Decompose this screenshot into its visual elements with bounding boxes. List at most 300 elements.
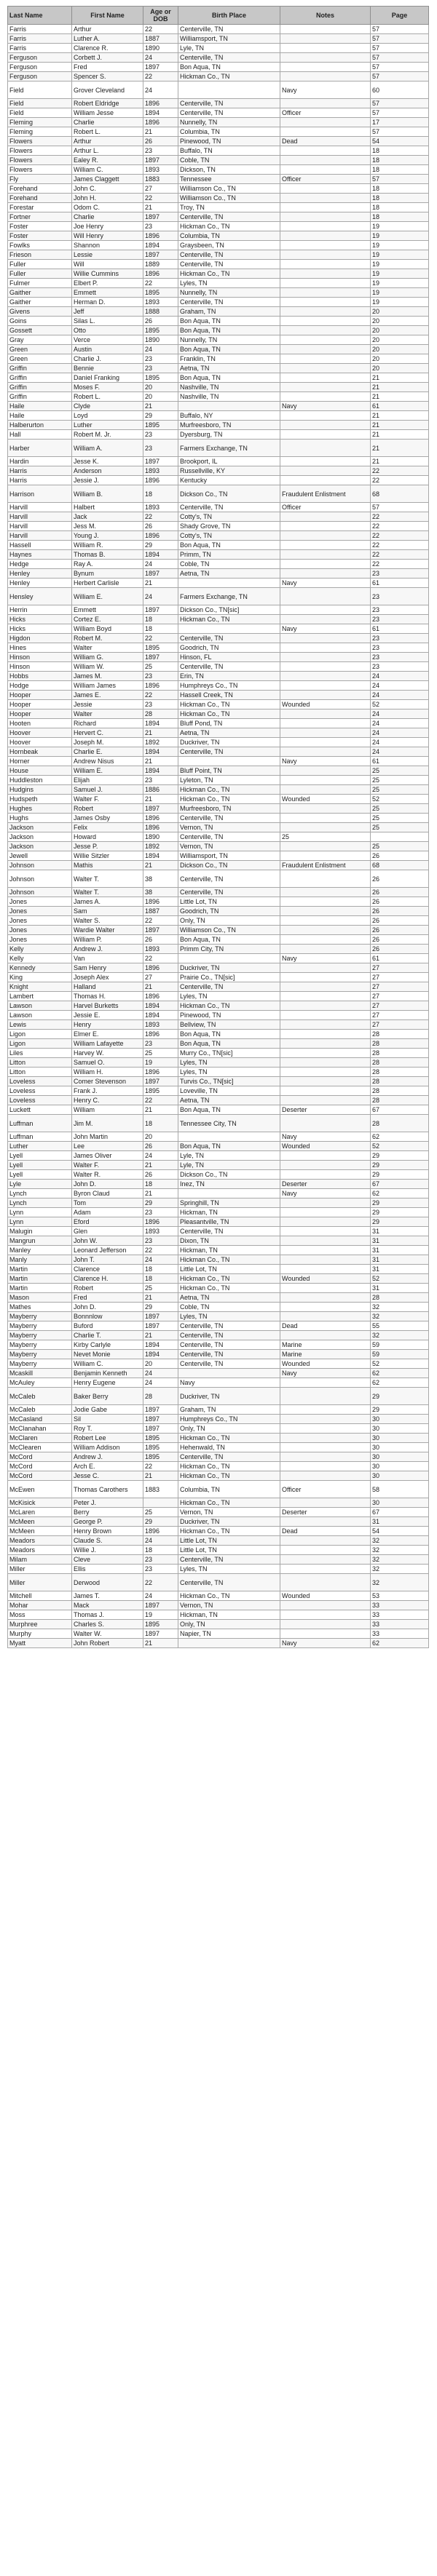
cell-first-name: Jessie E.: [72, 1011, 143, 1020]
cell-age-dob: 1896: [143, 531, 178, 541]
cell-first-name: Silas L.: [72, 317, 143, 326]
cell-birth-place: Centerville, TN: [178, 888, 280, 897]
cell-page: 24: [371, 738, 429, 747]
cell-last-name: King: [8, 973, 72, 982]
cell-last-name: Malugin: [8, 1227, 72, 1236]
cell-age-dob: 38: [143, 888, 178, 897]
table-row: [8, 1434, 429, 1443]
cell-notes: [280, 1020, 371, 1030]
cell-last-name: Lynn: [8, 1217, 72, 1227]
cell-page: 20: [371, 354, 429, 364]
cell-notes: [280, 823, 371, 832]
cell-last-name: Lewis: [8, 1020, 72, 1030]
cell-birth-place: Dyersburg, TN: [178, 430, 280, 440]
cell-notes: [280, 279, 371, 288]
cell-age-dob: 1894: [143, 766, 178, 776]
cell-notes: [280, 963, 371, 973]
table-row: [8, 851, 429, 861]
cell-page: 62: [371, 1378, 429, 1388]
cell-page: 23: [371, 605, 429, 615]
cell-last-name: Givens: [8, 307, 72, 317]
cell-last-name: Hoover: [8, 738, 72, 747]
table-row: [8, 1161, 429, 1170]
table-row: [8, 522, 429, 531]
table-row: [8, 832, 429, 842]
cell-page: 27: [371, 1001, 429, 1011]
cell-last-name: McCord: [8, 1462, 72, 1471]
cell-first-name: William G.: [72, 653, 143, 662]
cell-birth-place: Lyle, TN: [178, 44, 280, 53]
cell-age-dob: 1893: [143, 165, 178, 175]
cell-age-dob: 23: [143, 1208, 178, 1217]
cell-notes: Wounded: [280, 795, 371, 804]
cell-notes: [280, 373, 371, 383]
cell-notes: [280, 1255, 371, 1265]
cell-notes: [280, 1077, 371, 1086]
cell-age-dob: 1895: [143, 421, 178, 430]
cell-first-name: Will Henry: [72, 231, 143, 241]
cell-page: 54: [371, 1527, 429, 1536]
cell-first-name: William E.: [72, 766, 143, 776]
cell-first-name: Ray A.: [72, 560, 143, 569]
cell-page: 21: [371, 383, 429, 392]
cell-last-name: Lyell: [8, 1170, 72, 1180]
cell-first-name: Jesse C.: [72, 1471, 143, 1481]
cell-first-name: Hervert C.: [72, 728, 143, 738]
cell-birth-place: Inez, TN: [178, 1180, 280, 1189]
table-row: [8, 550, 429, 560]
cell-first-name: Willie Sitzler: [72, 851, 143, 861]
table-row: [8, 411, 429, 421]
cell-last-name: Milam: [8, 1555, 72, 1565]
cell-page: 21: [371, 373, 429, 383]
cell-notes: [280, 317, 371, 326]
cell-birth-place: [178, 757, 280, 766]
cell-birth-place: Bon Aqua, TN: [178, 373, 280, 383]
cell-birth-place: Centerville, TN: [178, 1359, 280, 1369]
header-notes: Notes: [280, 7, 371, 25]
cell-birth-place: Hickman Co., TN: [178, 269, 280, 279]
cell-birth-place: Williamson Co., TN: [178, 926, 280, 935]
cell-age-dob: 1890: [143, 44, 178, 53]
cell-age-dob: 21: [143, 757, 178, 766]
table-row: [8, 624, 429, 634]
cell-birth-place: Centerville, TN: [178, 1555, 280, 1565]
cell-notes: [280, 916, 371, 926]
cell-notes: [280, 457, 371, 466]
cell-notes: [280, 1405, 371, 1415]
cell-last-name: McClaren: [8, 1434, 72, 1443]
cell-notes: [280, 719, 371, 728]
cell-page: 59: [371, 1340, 429, 1350]
cell-age-dob: 21: [143, 982, 178, 992]
cell-page: 62: [371, 1132, 429, 1142]
table-row: [8, 1462, 429, 1471]
cell-birth-place: Graham, TN: [178, 307, 280, 317]
cell-page: 31: [371, 1284, 429, 1293]
cell-last-name: Ferguson: [8, 72, 72, 82]
cell-last-name: Ferguson: [8, 53, 72, 63]
cell-age-dob: 1894: [143, 851, 178, 861]
cell-last-name: Mayberry: [8, 1340, 72, 1350]
cell-notes: [280, 411, 371, 421]
cell-first-name: Odom C.: [72, 203, 143, 212]
cell-last-name: Hughes: [8, 804, 72, 814]
cell-last-name: Harvill: [8, 512, 72, 522]
cell-age-dob: 23: [143, 146, 178, 156]
cell-first-name: Cleve: [72, 1555, 143, 1565]
cell-last-name: Kelly: [8, 945, 72, 954]
cell-birth-place: Centerville, TN: [178, 982, 280, 992]
table-row: [8, 1312, 429, 1321]
cell-page: 23: [371, 634, 429, 643]
cell-notes: Officer: [280, 503, 371, 512]
cell-first-name: Bennie: [72, 364, 143, 373]
cell-page: 57: [371, 25, 429, 34]
cell-notes: Navy: [280, 402, 371, 411]
cell-last-name: Fortner: [8, 212, 72, 222]
cell-first-name: Andrew Nisus: [72, 757, 143, 766]
table-row: [8, 653, 429, 662]
cell-birth-place: Bluff Pond, TN: [178, 719, 280, 728]
cell-birth-place: Duckriver, TN: [178, 1388, 280, 1405]
cell-first-name: William R.: [72, 541, 143, 550]
cell-birth-place: Dixon, TN: [178, 1236, 280, 1246]
cell-first-name: William Jesse: [72, 108, 143, 118]
cell-last-name: McAuley: [8, 1378, 72, 1388]
cell-last-name: Hinson: [8, 653, 72, 662]
cell-notes: [280, 785, 371, 795]
cell-last-name: Griffin: [8, 364, 72, 373]
table-row: [8, 823, 429, 832]
table-row: [8, 1142, 429, 1151]
table-row: [8, 1198, 429, 1208]
cell-page: 52: [371, 700, 429, 709]
cell-page: 28: [371, 1030, 429, 1039]
cell-age-dob: 1896: [143, 231, 178, 241]
cell-age-dob: 1896: [143, 823, 178, 832]
cell-age-dob: 1896: [143, 476, 178, 485]
cell-last-name: Field: [8, 108, 72, 118]
cell-last-name: Gray: [8, 335, 72, 345]
cell-last-name: Lawson: [8, 1001, 72, 1011]
cell-notes: [280, 1498, 371, 1508]
cell-last-name: Huddleston: [8, 776, 72, 785]
cell-notes: Officer: [280, 175, 371, 184]
cell-last-name: Halberurton: [8, 421, 72, 430]
cell-page: 22: [371, 531, 429, 541]
cell-first-name: Herman D.: [72, 298, 143, 307]
cell-page: 33: [371, 1610, 429, 1620]
cell-age-dob: 21: [143, 127, 178, 137]
cell-notes: [280, 466, 371, 476]
cell-last-name: Field: [8, 99, 72, 108]
cell-age-dob: 18: [143, 1546, 178, 1555]
cell-age-dob: 1897: [143, 1312, 178, 1321]
table-row: [8, 175, 429, 184]
cell-last-name: Luffman: [8, 1115, 72, 1132]
cell-birth-place: Centerville, TN: [178, 1227, 280, 1236]
cell-page: 20: [371, 307, 429, 317]
cell-first-name: Jesse K.: [72, 457, 143, 466]
cell-first-name: Nevet Monie: [72, 1350, 143, 1359]
cell-age-dob: 1897: [143, 212, 178, 222]
cell-page: 61: [371, 402, 429, 411]
cell-last-name: Griffin: [8, 383, 72, 392]
table-row: [8, 605, 429, 615]
table-row: [8, 1246, 429, 1255]
cell-page: 24: [371, 672, 429, 681]
cell-age-dob: 28: [143, 1388, 178, 1405]
cell-age-dob: 24: [143, 1591, 178, 1601]
cell-notes: [280, 156, 371, 165]
cell-age-dob: 18: [143, 1115, 178, 1132]
cell-first-name: Walter: [72, 709, 143, 719]
cell-birth-place: Pinewood, TN: [178, 137, 280, 146]
cell-page: 32: [371, 1555, 429, 1565]
cell-birth-place: Centerville, TN: [178, 1321, 280, 1331]
cell-notes: Dead: [280, 1321, 371, 1331]
cell-notes: [280, 118, 371, 127]
cell-last-name: Knight: [8, 982, 72, 992]
cell-birth-place: Centerville, TN: [178, 870, 280, 888]
table-row: [8, 785, 429, 795]
cell-first-name: Henry Brown: [72, 1527, 143, 1536]
cell-page: 19: [371, 279, 429, 288]
cell-page: 57: [371, 108, 429, 118]
cell-page: 24: [371, 728, 429, 738]
header-birth-place: Birth Place: [178, 7, 280, 25]
cell-page: 25: [371, 804, 429, 814]
cell-notes: [280, 1601, 371, 1610]
cell-notes: [280, 1227, 371, 1236]
cell-last-name: Foster: [8, 231, 72, 241]
cell-birth-place: Hickman Co., TN: [178, 709, 280, 719]
cell-first-name: Charlie E.: [72, 747, 143, 757]
table-row: [8, 1227, 429, 1236]
cell-page: 26: [371, 897, 429, 907]
cell-page: 23: [371, 588, 429, 605]
table-row: [8, 766, 429, 776]
cell-first-name: Walter W.: [72, 1629, 143, 1639]
table-row: [8, 335, 429, 345]
cell-birth-place: [178, 624, 280, 634]
cell-page: 25: [371, 814, 429, 823]
cell-first-name: Benjamin Kenneth: [72, 1369, 143, 1378]
cell-birth-place: Columbia, TN: [178, 1481, 280, 1498]
cell-last-name: Hedge: [8, 560, 72, 569]
cell-notes: [280, 231, 371, 241]
cell-first-name: John D.: [72, 1180, 143, 1189]
cell-notes: [280, 1555, 371, 1565]
cell-notes: [280, 870, 371, 888]
cell-age-dob: 1894: [143, 241, 178, 250]
cell-page: 18: [371, 156, 429, 165]
cell-first-name: Wardie Walter: [72, 926, 143, 935]
cell-first-name: Joseph Alex: [72, 973, 143, 982]
cell-page: 19: [371, 269, 429, 279]
cell-last-name: Lawson: [8, 1011, 72, 1020]
cell-notes: [280, 194, 371, 203]
table-row: [8, 137, 429, 146]
table-row: [8, 354, 429, 364]
cell-age-dob: 1896: [143, 814, 178, 823]
cell-first-name: Roy T.: [72, 1424, 143, 1434]
cell-notes: [280, 1039, 371, 1049]
cell-age-dob: 1897: [143, 1629, 178, 1639]
table-row: [8, 184, 429, 194]
table-row: [8, 795, 429, 804]
cell-birth-place: Lyles, TN: [178, 279, 280, 288]
cell-age-dob: 28: [143, 709, 178, 719]
table-row: [8, 1471, 429, 1481]
table-row: [8, 1536, 429, 1546]
table-row: [8, 63, 429, 72]
table-row: [8, 1077, 429, 1086]
cell-first-name: Berry: [72, 1508, 143, 1517]
cell-notes: [280, 1331, 371, 1340]
table-row: [8, 1415, 429, 1424]
table-row: [8, 203, 429, 212]
cell-page: 31: [371, 1265, 429, 1274]
cell-age-dob: 1897: [143, 1424, 178, 1434]
cell-first-name: Loyd: [72, 411, 143, 421]
cell-page: 22: [371, 541, 429, 550]
cell-notes: [280, 512, 371, 522]
table-row: [8, 1565, 429, 1574]
cell-page: 23: [371, 662, 429, 672]
cell-page: 21: [371, 457, 429, 466]
cell-page: 52: [371, 1359, 429, 1369]
cell-page: 18: [371, 203, 429, 212]
cell-notes: [280, 165, 371, 175]
cell-last-name: Hines: [8, 643, 72, 653]
cell-birth-place: Centerville, TN: [178, 662, 280, 672]
cell-first-name: Frank J.: [72, 1086, 143, 1096]
cell-page: 29: [371, 1151, 429, 1161]
cell-page: 28: [371, 1068, 429, 1077]
cell-birth-place: Franklin, TN: [178, 354, 280, 364]
cell-first-name: William James: [72, 681, 143, 691]
cell-age-dob: 24: [143, 53, 178, 63]
table-row: [8, 457, 429, 466]
cell-birth-place: Centerville, TN: [178, 747, 280, 757]
cell-first-name: Henry Eugene: [72, 1378, 143, 1388]
cell-first-name: Arthur: [72, 25, 143, 34]
table-row: [8, 392, 429, 402]
cell-page: 21: [371, 421, 429, 430]
cell-birth-place: Only, TN: [178, 1424, 280, 1434]
cell-page: 61: [371, 757, 429, 766]
table-row: [8, 512, 429, 522]
cell-first-name: Charles S.: [72, 1620, 143, 1629]
cell-first-name: Anderson: [72, 466, 143, 476]
table-row: [8, 728, 429, 738]
cell-birth-place: Williamson Co., TN: [178, 184, 280, 194]
cell-page: 20: [371, 364, 429, 373]
cell-notes: [280, 1068, 371, 1077]
cell-first-name: Arch E.: [72, 1462, 143, 1471]
cell-first-name: Ellis: [72, 1565, 143, 1574]
cell-notes: [280, 212, 371, 222]
cell-birth-place: Murry Co., TN[sic]: [178, 1049, 280, 1058]
cell-age-dob: 1895: [143, 1443, 178, 1452]
cell-first-name: Sil: [72, 1415, 143, 1424]
cell-page: 33: [371, 1601, 429, 1610]
cell-first-name: Austin: [72, 345, 143, 354]
cell-age-dob: 1888: [143, 307, 178, 317]
cell-page: 30: [371, 1498, 429, 1508]
cell-notes: [280, 897, 371, 907]
cell-birth-place: Williamson Co., TN: [178, 194, 280, 203]
cell-page: 30: [371, 1434, 429, 1443]
cell-first-name: Harvel Burketts: [72, 1001, 143, 1011]
cell-birth-place: Columbia, TN: [178, 127, 280, 137]
cell-first-name: James Osby: [72, 814, 143, 823]
cell-age-dob: 21: [143, 1189, 178, 1198]
cell-age-dob: 1897: [143, 1077, 178, 1086]
cell-first-name: James E.: [72, 691, 143, 700]
cell-notes: Wounded: [280, 700, 371, 709]
cell-notes: [280, 53, 371, 63]
cell-notes: Deserter: [280, 1105, 371, 1115]
cell-birth-place: Centerville, TN: [178, 1452, 280, 1462]
cell-age-dob: 1894: [143, 1340, 178, 1350]
table-row: [8, 1546, 429, 1555]
cell-age-dob: 20: [143, 1359, 178, 1369]
cell-last-name: Foster: [8, 222, 72, 231]
cell-page: 60: [371, 82, 429, 99]
cell-age-dob: 1897: [143, 569, 178, 579]
cell-last-name: Johnson: [8, 888, 72, 897]
cell-notes: [280, 1574, 371, 1591]
cell-last-name: Hicks: [8, 624, 72, 634]
cell-notes: [280, 804, 371, 814]
cell-first-name: Jim M.: [72, 1115, 143, 1132]
cell-page: 52: [371, 795, 429, 804]
cell-page: 28: [371, 1086, 429, 1096]
cell-last-name: Jackson: [8, 832, 72, 842]
cell-first-name: Thomas Carothers: [72, 1481, 143, 1498]
cell-notes: [280, 127, 371, 137]
cell-birth-place: Primm, TN: [178, 550, 280, 560]
cell-age-dob: 1893: [143, 1227, 178, 1236]
cell-last-name: McClearen: [8, 1443, 72, 1452]
cell-birth-place: Bon Aqua, TN: [178, 1142, 280, 1151]
cell-birth-place: Bon Aqua, TN: [178, 326, 280, 335]
cell-birth-place: Bon Aqua, TN: [178, 1105, 280, 1115]
cell-page: 25: [371, 842, 429, 851]
cell-last-name: Mason: [8, 1293, 72, 1303]
cell-first-name: Arthur L.: [72, 146, 143, 156]
table-row: [8, 345, 429, 354]
cell-last-name: Litton: [8, 1068, 72, 1077]
cell-birth-place: Lyle, TN: [178, 1151, 280, 1161]
cell-notes: [280, 1086, 371, 1096]
cell-birth-place: Centerville, TN: [178, 1574, 280, 1591]
cell-age-dob: 1890: [143, 832, 178, 842]
cell-notes: [280, 476, 371, 485]
cell-birth-place: Centerville, TN: [178, 250, 280, 260]
table-row: [8, 935, 429, 945]
cell-birth-place: Hickman Co., TN: [178, 1001, 280, 1011]
cell-first-name: Willie J.: [72, 1546, 143, 1555]
cell-page: 27: [371, 1011, 429, 1020]
cell-page: 26: [371, 945, 429, 954]
cell-age-dob: 1897: [143, 457, 178, 466]
cell-first-name: Jess M.: [72, 522, 143, 531]
cell-last-name: Haile: [8, 411, 72, 421]
